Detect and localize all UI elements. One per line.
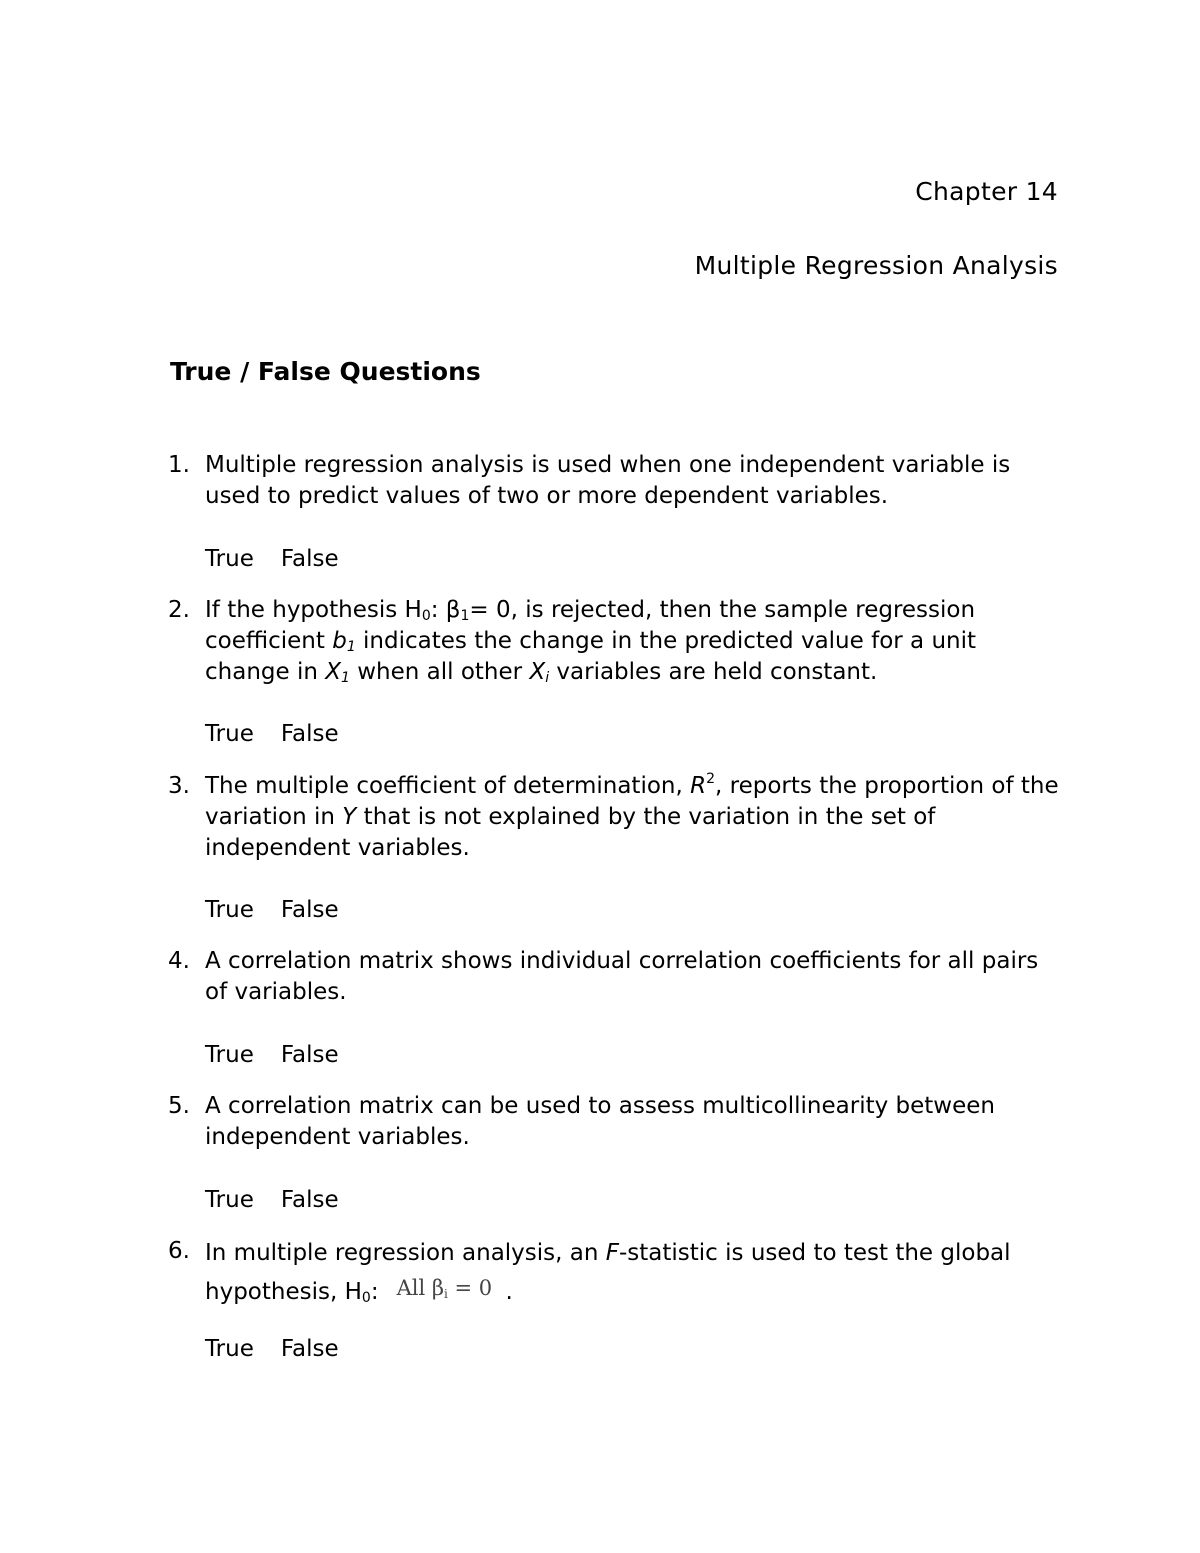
question-number: 1. (168, 452, 190, 478)
question-text: Multiple regression analysis is used when one independent variable is used to predict values of two or more dependent variables. (205, 452, 1011, 509)
question-number: 2. (168, 597, 190, 623)
true-option[interactable]: True (205, 1042, 254, 1068)
true-false-options (205, 719, 339, 750)
question-text: In multiple regression analysis, an F-statistic is used to test the global hypothesis, $H_0$: All βi = 0 . (205, 1236, 1065, 1312)
false-option[interactable]: False (280, 721, 339, 747)
false-option[interactable]: False (280, 1042, 339, 1068)
true-option[interactable]: True (205, 897, 254, 923)
true-option[interactable]: True (205, 1187, 254, 1213)
true-false-options (205, 544, 339, 575)
question-text: The multiple coefficient of determination, $R^2$, reports the proportion of the variation in Y that is not explained by the variation in the set of independent variables. (205, 771, 1059, 861)
question-text: A correlation matrix can be used to assess multicollinearity between independent variables. (205, 1093, 995, 1150)
false-option[interactable]: False (280, 1187, 339, 1213)
true-false-options (205, 1334, 339, 1365)
question-text: A correlation matrix shows individual correlation coefficients for all pairs of variables. (205, 948, 1039, 1005)
true-false-options (205, 1040, 339, 1071)
chapter-subtitle: Multiple Regression Analysis (694, 251, 1058, 280)
false-option[interactable]: False (280, 1336, 339, 1362)
question-number: 3. (168, 773, 190, 799)
question-number: 5. (168, 1093, 190, 1119)
question-text: If the hypothesis $H_0$: $\beta_1= 0$, is rejected, then the sample regression coefficient $b_1$ indicates the change in the predicted value for a unit change in $X_1$ when all other $X_i$ variables are held constant. (205, 597, 977, 686)
question-number: 6. (168, 1238, 190, 1264)
false-option[interactable]: False (280, 897, 339, 923)
true-false-options (205, 895, 339, 926)
section-heading: True / False Questions (170, 357, 481, 386)
true-option[interactable]: True (205, 546, 254, 572)
false-option[interactable]: False (280, 546, 339, 572)
true-option[interactable]: True (205, 721, 254, 747)
true-false-options (205, 1185, 339, 1216)
chapter-title: Chapter 14 (915, 177, 1058, 206)
true-option[interactable]: True (205, 1336, 254, 1362)
equation-all-beta-equals-zero: All βi = 0 (396, 1276, 493, 1301)
question-number: 4. (168, 948, 190, 974)
